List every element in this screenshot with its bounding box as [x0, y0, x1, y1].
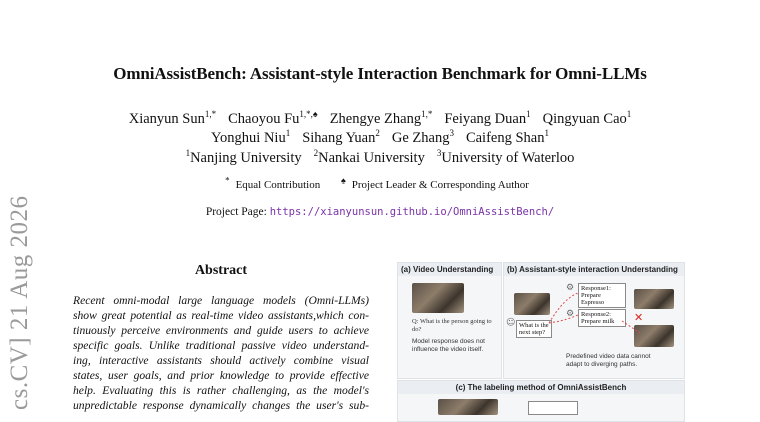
author-name: Feiyang Duan$^1$	[444, 109, 531, 127]
teaser-figure	[397, 262, 683, 412]
response-1-box: Response1: Prepare Espresso	[578, 283, 626, 308]
panel-video-understanding	[397, 262, 502, 379]
panel-a-question: Q: What is the person going to do?	[412, 318, 492, 333]
abstract-body	[73, 293, 369, 413]
abstract-line: ing, interactive assistants should actively combine visual	[73, 354, 369, 367]
equal-contribution-note: * Equal Contribution	[225, 175, 321, 191]
abstract-line: states, user goals, and prior knowledge to provide effective	[73, 369, 369, 382]
author-name: Xianyun Sun$^{1,*}$	[128, 109, 217, 127]
arxiv-stamp: cs.CV] 21 Aug 2026	[6, 195, 33, 410]
affiliation-name: $^2$Nankai University	[313, 148, 425, 166]
abstract-line: help. Evaluating this is rather challenging, as the model's	[73, 384, 369, 397]
panel-b-note: Predefined video data cannot adapt to diverging paths.	[566, 353, 651, 368]
author-name: Zhengye Zhang$^{1,*}$	[329, 109, 433, 127]
user-icon: ☺	[506, 318, 516, 328]
affiliation-line	[0, 150, 760, 167]
panel-c-title: (c) The labeling method of OmniAssistBench	[398, 381, 684, 394]
paper-title: OmniAssistBench: Assistant-style Interaction Benchmark for Omni-LLMs	[113, 64, 647, 83]
robot-icon: ⚙	[566, 283, 575, 293]
affiliation-name: $^3$University of Waterloo	[436, 148, 575, 166]
author-name: Sihang Yuan$^2$	[302, 128, 380, 146]
user-question-box: What is the next step?	[516, 320, 552, 338]
abstract-line: specific goals. Unlike traditional passive video understand-	[73, 339, 369, 352]
panel-assistant-interaction	[503, 262, 685, 379]
abstract-line: tinuously perceive environments and guide users to achieve	[73, 324, 369, 337]
author-name: Caifeng Shan$^1$	[465, 128, 549, 146]
labeling-frame-image	[438, 399, 498, 415]
project-page	[0, 206, 760, 218]
labeling-box	[528, 401, 578, 415]
affiliation-name: $^1$Nanjing University	[185, 148, 302, 166]
panel-labeling-method	[397, 380, 685, 422]
cross-mark-icon: ✕	[634, 311, 644, 324]
project-lead-note: ♠ Project Leader & Corresponding Author	[340, 175, 529, 191]
panel-a-note: Model response does not influence the video itself.	[412, 338, 485, 353]
branch-arrows	[544, 293, 684, 353]
author-name: Yonghui Niu$^1$	[211, 128, 291, 146]
video-frame-image	[412, 283, 464, 313]
author-line-1	[0, 111, 760, 128]
abstract-line: Recent omni-modal large language models (Omni-LLMs)	[73, 294, 369, 307]
robot-icon: ⚙	[566, 309, 575, 319]
author-line-2	[0, 130, 760, 147]
author-name: Qingyuan Cao$^1$	[542, 109, 632, 127]
abstract-line: unpredictable response dynamically changes the user's sub-	[73, 399, 369, 412]
panel-a-title: (a) Video Understanding	[398, 263, 501, 276]
contribution-notes	[0, 175, 760, 191]
author-name: Ge Zhang$^3$	[391, 128, 454, 146]
project-page-link[interactable]: https://xianyunsun.github.io/OmniAssistBench/	[269, 206, 555, 218]
panel-b-title: (b) Assistant-style interaction Understanding	[504, 263, 684, 276]
abstract-line: show great potential as real-time video assistants,which con-	[73, 309, 369, 322]
project-page-label: Project Page:	[205, 206, 267, 218]
abstract-heading: Abstract	[194, 263, 248, 278]
response-2-box: Response2: Prepare milk	[578, 309, 626, 327]
author-name: Chaoyou $Fu^{1,*,♠}$	[228, 109, 318, 127]
